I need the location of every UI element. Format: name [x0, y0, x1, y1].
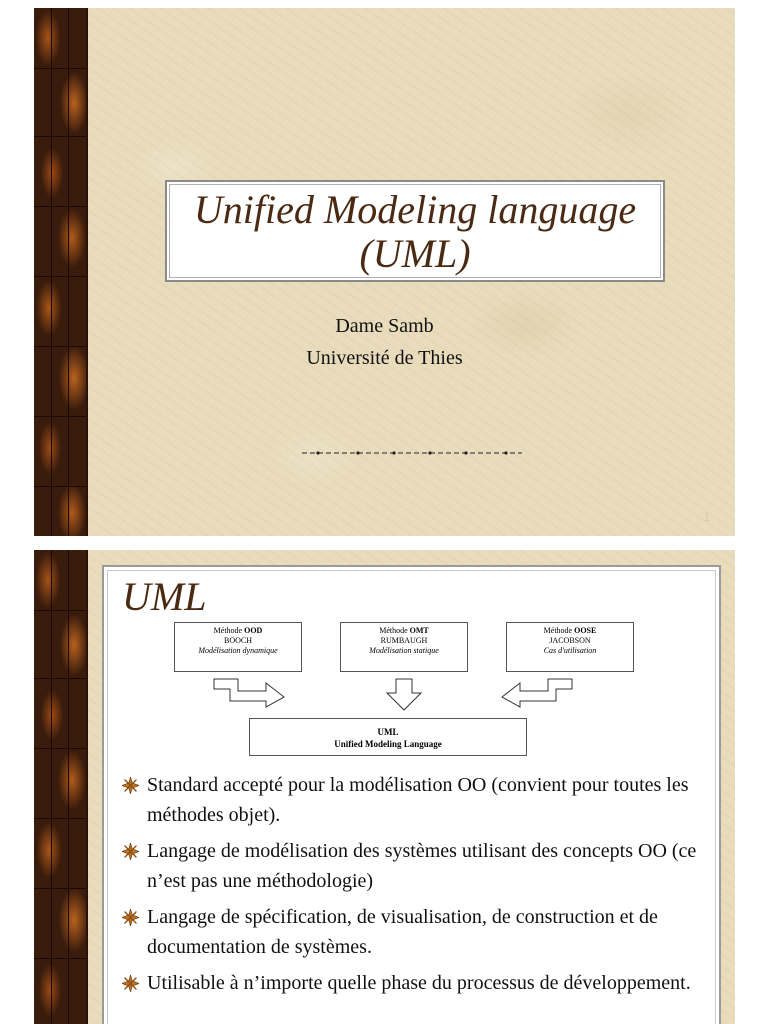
star-bullet-icon [122, 909, 139, 926]
bullet-text: Standard accepté pour la modélisation OO (convient pour toutes les méthodes objet). [147, 774, 689, 826]
decorative-side-strip [34, 550, 86, 1024]
arrow-right-icon [212, 677, 288, 709]
star-bullet-icon [122, 975, 139, 992]
content-panel [102, 565, 721, 1024]
affiliation: Université de Thies [306, 347, 463, 369]
method-author: JACOBSON [549, 636, 591, 645]
bullet-list [120, 770, 710, 1004]
slide-title-line-1: Unified Modeling language [193, 187, 637, 232]
bullet-text: Langage de spécification, de visualisation, de construction et de documentation de systèmes. [147, 906, 658, 958]
uml-result-box [249, 718, 527, 756]
title-box [165, 180, 665, 282]
page-number: 1 [703, 510, 710, 524]
arrow-left-icon [498, 677, 574, 709]
method-prefix: Méthode [213, 626, 245, 635]
arrow-down-icon [384, 677, 424, 713]
author-name: Dame Samb [335, 315, 434, 337]
star-bullet-icon [122, 777, 139, 794]
bullet-item [120, 968, 710, 998]
method-prefix: Méthode [379, 626, 410, 635]
bullet-text: Utilisable à n’importe quelle phase du processus de développement. [147, 972, 691, 994]
method-author: BOOCH [223, 636, 252, 645]
bullet-item [120, 770, 710, 830]
bullet-text: Langage de modélisation des systèmes utilisant des concepts OO (ce n’est pas une méthodologie) [147, 840, 697, 892]
method-box-omt [340, 622, 468, 672]
method-box-oose [506, 622, 634, 672]
slide-title: UML [122, 574, 207, 619]
method-focus: Modélisation statique [369, 646, 439, 655]
star-bullet-icon [122, 843, 139, 860]
bullet-item [120, 836, 710, 896]
bullet-item [120, 902, 710, 962]
slide-1 [34, 8, 735, 536]
uml-box-line-2: Unified Modeling Language [334, 739, 442, 749]
method-name: OOD [244, 626, 263, 635]
slide-title-line-2: (UML) [359, 231, 471, 276]
method-prefix: Méthode [543, 626, 575, 635]
method-focus: Cas d'utilisation [543, 646, 597, 655]
method-name: OOSE [574, 626, 597, 635]
uml-box-line-1: UML [377, 727, 399, 737]
method-name: OMT [409, 626, 429, 635]
method-author: RUMBAUGH [380, 636, 428, 645]
decorative-side-strip [34, 8, 86, 536]
decorative-dotted-line [302, 448, 522, 458]
slide-2 [34, 550, 735, 1024]
method-box-ood [174, 622, 302, 672]
method-focus: Modélisation dynamique [198, 646, 278, 655]
